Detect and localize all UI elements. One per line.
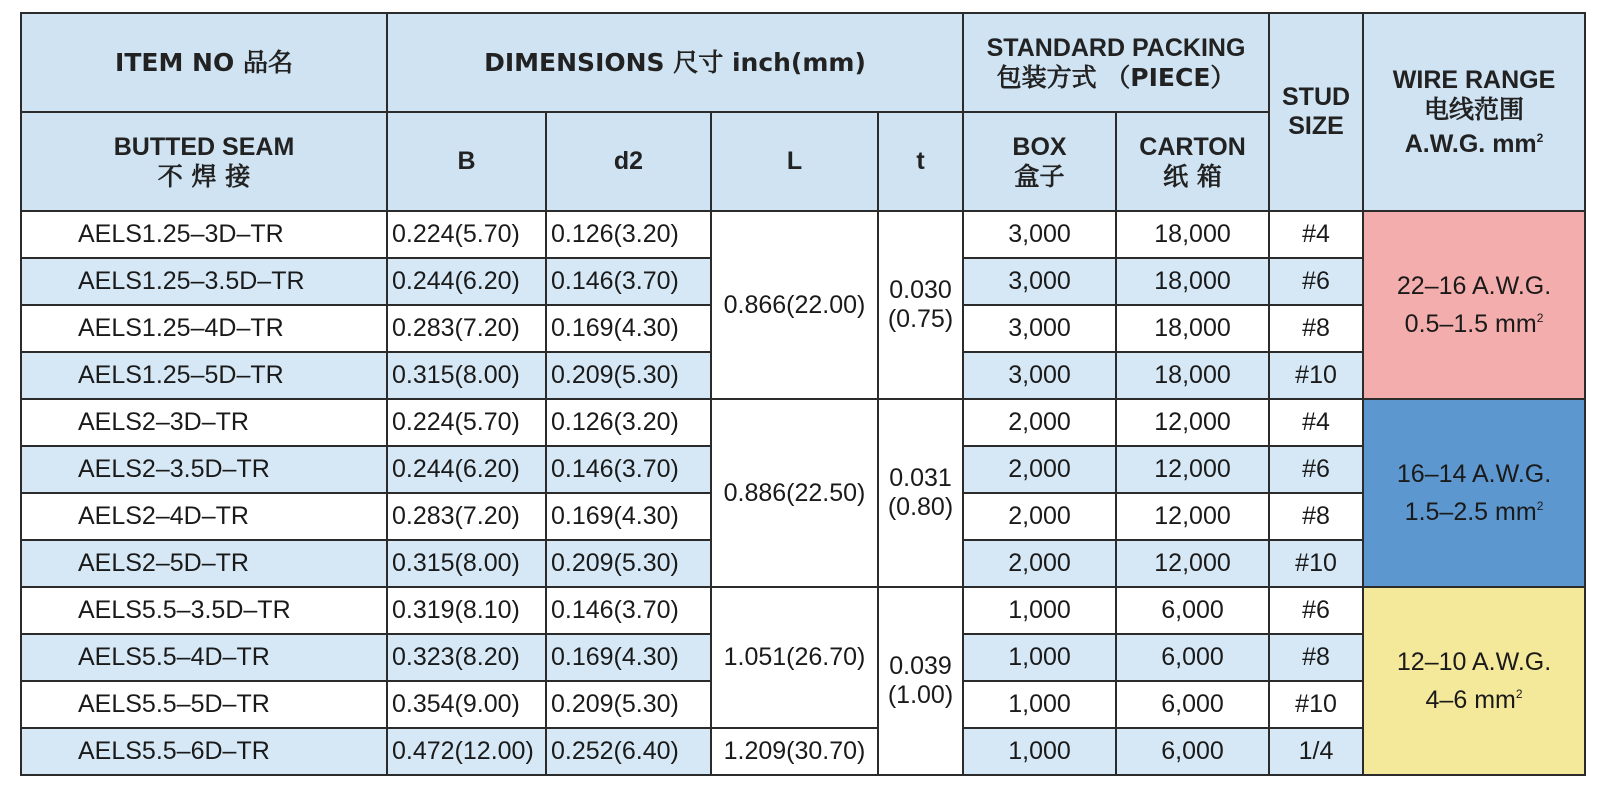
packing-line1: STANDARD PACKING: [986, 33, 1246, 62]
d2-cell: 0.209(5.30): [546, 352, 711, 399]
carton-cell: 18,000: [1116, 305, 1269, 352]
header-col-l: L: [711, 112, 878, 211]
header-item-no: ITEM NO 品名: [21, 13, 387, 112]
t-inch: 0.031: [889, 464, 952, 492]
b-cell: 0.354(9.00): [387, 681, 546, 728]
carton-cell: 6,000: [1116, 634, 1269, 681]
d2-cell: 0.146(3.70): [546, 587, 711, 634]
b-cell: 0.244(6.20): [387, 258, 546, 305]
wire-awg: 22–16 A.W.G.: [1396, 272, 1552, 300]
box-cell: 2,000: [963, 399, 1116, 446]
t-inch: 0.039: [889, 652, 952, 680]
item-no-cell: AELS2–3D–TR: [21, 399, 387, 446]
d2-cell: 0.209(5.30): [546, 681, 711, 728]
item-no-cell: AELS1.25–3D–TR: [21, 211, 387, 258]
wire-range-cell: [1363, 211, 1585, 399]
carton-cell: 12,000: [1116, 540, 1269, 587]
t-mm: (0.75): [887, 305, 954, 333]
item-no-cell: AELS2–4D–TR: [21, 493, 387, 540]
carton-cell: 12,000: [1116, 399, 1269, 446]
table-row: [21, 587, 1585, 634]
header-carton: [1116, 112, 1269, 211]
l-cell: 1.051(26.70): [711, 587, 878, 728]
stud-cell: #8: [1269, 634, 1363, 681]
box-cell: 3,000: [963, 258, 1116, 305]
item-no-cell: AELS2–5D–TR: [21, 540, 387, 587]
stud-cell: 1/4: [1269, 728, 1363, 775]
l-cell: 0.886(22.50): [711, 399, 878, 587]
carton-cell: 6,000: [1116, 681, 1269, 728]
d2-cell: 0.126(3.20): [546, 399, 711, 446]
b-cell: 0.472(12.00): [387, 728, 546, 775]
spec-table: [20, 12, 1586, 776]
stud-cell: #6: [1269, 446, 1363, 493]
t-mm: (0.80): [887, 493, 954, 521]
wire-range-cell: [1363, 587, 1585, 775]
stud-cell: #6: [1269, 587, 1363, 634]
b-cell: 0.315(8.00): [387, 352, 546, 399]
seam-line1: BUTTED SEAM: [113, 132, 295, 161]
box-cell: 3,000: [963, 352, 1116, 399]
header-dimensions: DIMENSIONS 尺寸 inch(mm): [387, 13, 963, 112]
carton-line1: CARTON: [1139, 132, 1246, 161]
carton-cell: 12,000: [1116, 446, 1269, 493]
b-cell: 0.315(8.00): [387, 540, 546, 587]
t-cell: [878, 587, 963, 775]
carton-cell: 18,000: [1116, 352, 1269, 399]
box-cell: 1,000: [963, 728, 1116, 775]
l-cell: 1.209(30.70): [711, 728, 878, 775]
stud-cell: #10: [1269, 681, 1363, 728]
b-cell: 0.319(8.10): [387, 587, 546, 634]
item-no-cell: AELS1.25–5D–TR: [21, 352, 387, 399]
d2-cell: 0.146(3.70): [546, 258, 711, 305]
d2-cell: 0.126(3.20): [546, 211, 711, 258]
d2-cell: 0.252(6.40): [546, 728, 711, 775]
b-cell: 0.244(6.20): [387, 446, 546, 493]
stud-cell: #10: [1269, 540, 1363, 587]
box-cell: 2,000: [963, 493, 1116, 540]
header-box: [963, 112, 1116, 211]
wire-range-line1: WIRE RANGE: [1392, 65, 1556, 94]
stud-cell: #6: [1269, 258, 1363, 305]
header-col-b: B: [387, 112, 546, 211]
packing-line2: 包装方式 （PIECE）: [996, 62, 1236, 92]
wire-mm2: 0.5–1.5 $mm^2$: [1404, 310, 1544, 338]
header-butted-seam: [21, 112, 387, 211]
table-row: [21, 211, 1585, 258]
box-cell: 1,000: [963, 681, 1116, 728]
header-col-d2: d2: [546, 112, 711, 211]
seam-line2: 不 焊 接: [157, 161, 251, 191]
stud-cell: #8: [1269, 305, 1363, 352]
stud-cell: #4: [1269, 211, 1363, 258]
carton-cell: 18,000: [1116, 258, 1269, 305]
box-cell: 2,000: [963, 540, 1116, 587]
box-cell: 2,000: [963, 446, 1116, 493]
wire-range-line3: A.W.G. $mm^2$: [1404, 129, 1544, 158]
wire-awg: 16–14 A.W.G.: [1396, 460, 1552, 488]
item-no-cell: AELS2–3.5D–TR: [21, 446, 387, 493]
t-mm: (1.00): [887, 681, 954, 709]
carton-cell: 6,000: [1116, 728, 1269, 775]
d2-cell: 0.169(4.30): [546, 493, 711, 540]
wire-awg: 12–10 A.W.G.: [1396, 648, 1552, 676]
d2-cell: 0.209(5.30): [546, 540, 711, 587]
item-no-cell: AELS5.5–3.5D–TR: [21, 587, 387, 634]
b-cell: 0.323(8.20): [387, 634, 546, 681]
box-cell: 3,000: [963, 305, 1116, 352]
b-cell: 0.224(5.70): [387, 211, 546, 258]
item-no-cell: AELS1.25–3.5D–TR: [21, 258, 387, 305]
header-standard-packing: [963, 13, 1269, 112]
header-wire-range: [1363, 13, 1585, 211]
carton-cell: 12,000: [1116, 493, 1269, 540]
carton-cell: 18,000: [1116, 211, 1269, 258]
wire-range-line2: 电线范围: [1424, 94, 1525, 124]
box-line2: 盒子: [1014, 161, 1065, 191]
stud-cell: #10: [1269, 352, 1363, 399]
table-row: [21, 399, 1585, 446]
t-inch: 0.030: [889, 276, 952, 304]
table-row: [21, 728, 1585, 775]
d2-cell: 0.146(3.70): [546, 446, 711, 493]
wire-mm2: 4–6 $mm^2$: [1425, 686, 1523, 714]
wire-range-cell: [1363, 399, 1585, 587]
wire-mm2: 1.5–2.5 $mm^2$: [1404, 498, 1544, 526]
stud-cell: #8: [1269, 493, 1363, 540]
b-cell: 0.283(7.20): [387, 305, 546, 352]
t-cell: [878, 211, 963, 399]
header-col-t: t: [878, 112, 963, 211]
item-no-cell: AELS5.5–5D–TR: [21, 681, 387, 728]
box-line1: BOX: [1012, 132, 1067, 161]
carton-cell: 6,000: [1116, 587, 1269, 634]
item-no-cell: AELS1.25–4D–TR: [21, 305, 387, 352]
header-stud-size: [1269, 13, 1363, 211]
b-cell: 0.224(5.70): [387, 399, 546, 446]
box-cell: 1,000: [963, 587, 1116, 634]
header-row-1: [21, 13, 1585, 112]
box-cell: 1,000: [963, 634, 1116, 681]
item-no-cell: AELS5.5–4D–TR: [21, 634, 387, 681]
stud-line1: STUD: [1282, 83, 1351, 111]
box-cell: 3,000: [963, 211, 1116, 258]
stud-cell: #4: [1269, 399, 1363, 446]
t-cell: [878, 399, 963, 587]
item-no-cell: AELS5.5–6D–TR: [21, 728, 387, 775]
d2-cell: 0.169(4.30): [546, 634, 711, 681]
carton-line2: 纸 箱: [1163, 161, 1222, 191]
b-cell: 0.283(7.20): [387, 493, 546, 540]
stud-line2: SIZE: [1288, 112, 1344, 140]
d2-cell: 0.169(4.30): [546, 305, 711, 352]
l-cell: 0.866(22.00): [711, 211, 878, 399]
terminal-spec-table-sheet: [20, 12, 1584, 802]
